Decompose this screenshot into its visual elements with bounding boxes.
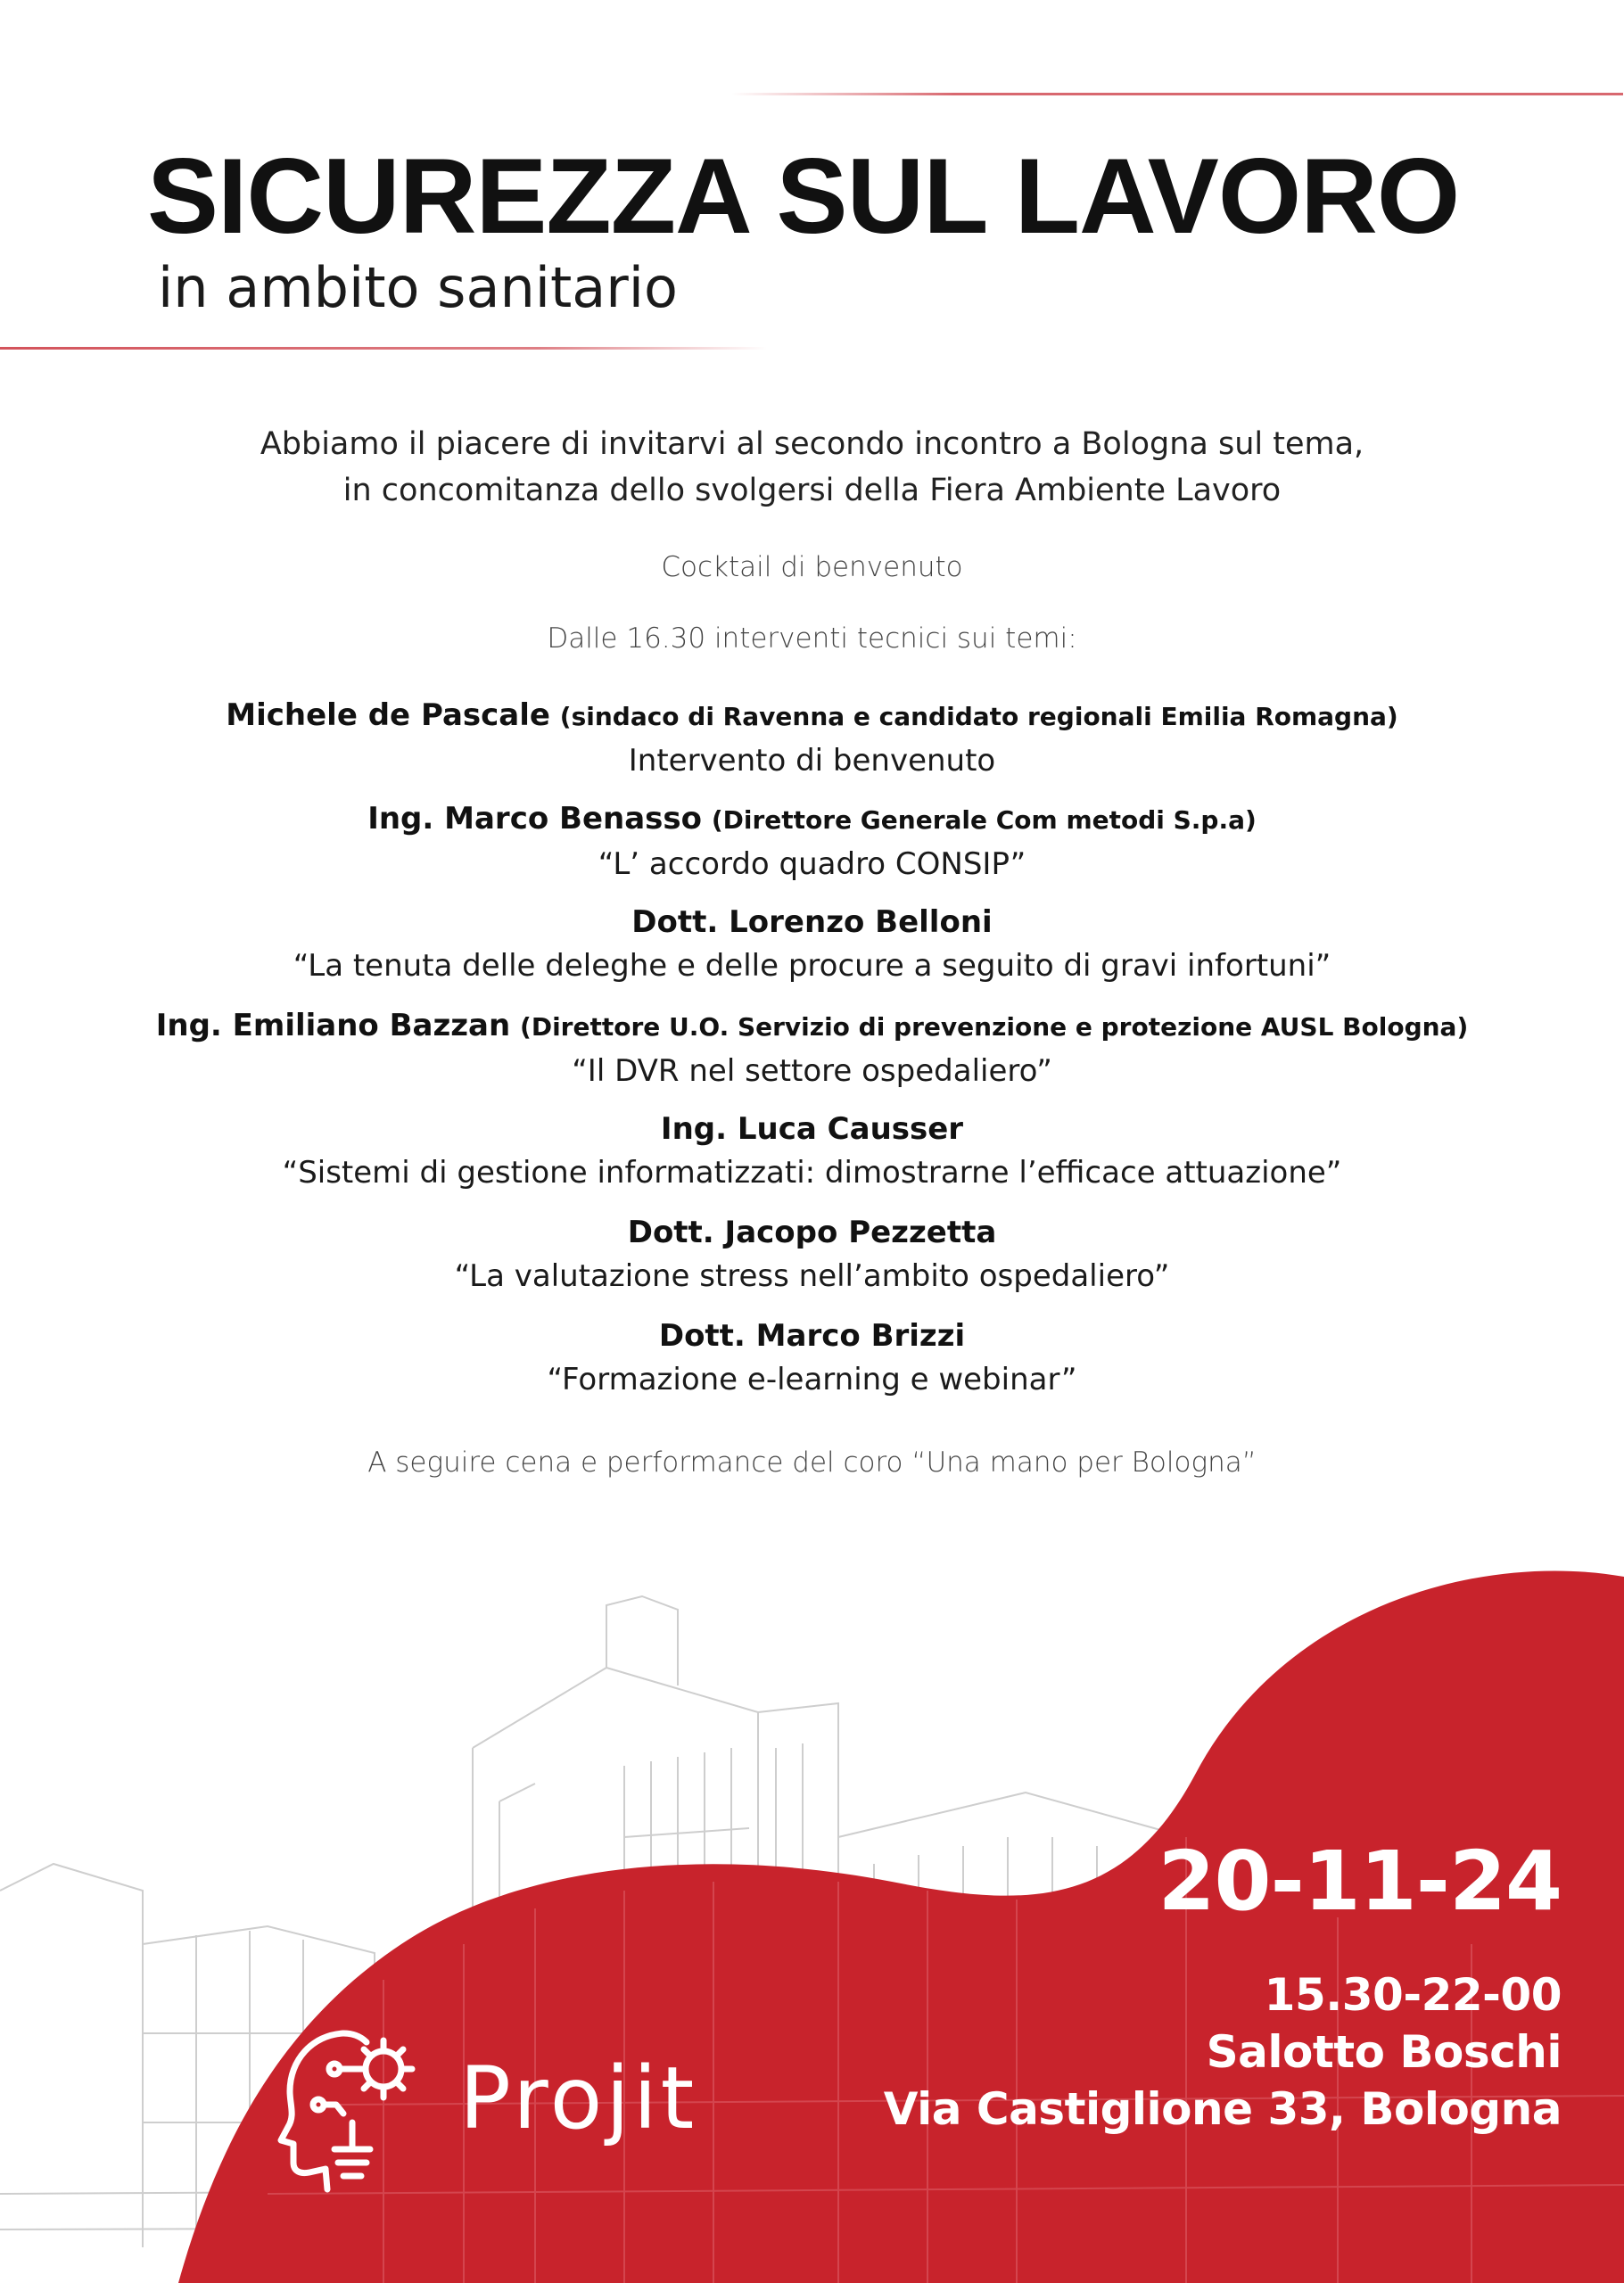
intro-line-2: in concomitanza dello svolgersi della Fiera Ambiente Lavoro bbox=[342, 473, 1282, 508]
title-divider bbox=[0, 347, 767, 350]
speaker-talk: “Formazione e-learning e webinar” bbox=[547, 1362, 1077, 1397]
page-subtitle: in ambito sanitario bbox=[158, 255, 678, 320]
talks-intro-line: Dalle 16.30 interventi tecnici sui temi: bbox=[547, 622, 1077, 655]
speaker-talk: “Il DVR nel settore ospedaliero” bbox=[572, 1053, 1052, 1089]
speakers-list bbox=[0, 692, 1624, 1416]
event-date: 20-11-24 bbox=[1158, 1834, 1562, 1929]
speaker-name: Dott. Marco Brizzi bbox=[658, 1318, 966, 1354]
speaker-talk: “La valutazione stress nell’ambito ospedaliero” bbox=[454, 1258, 1170, 1294]
speaker-talk: “L’ accordo quadro CONSIP” bbox=[598, 846, 1026, 882]
projit-logo bbox=[272, 2015, 789, 2194]
speaker-item bbox=[0, 1313, 1624, 1416]
speaker-name: Dott. Jacopo Pezzetta bbox=[627, 1215, 997, 1250]
page-title: SICUREZZA SUL LAVORO bbox=[147, 136, 1460, 256]
speaker-name: Ing. Luca Causser bbox=[660, 1111, 964, 1147]
speaker-talk: Intervento di benvenuto bbox=[628, 743, 996, 779]
closing-line: A seguire cena e performance del coro “Una mano per Bologna” bbox=[367, 1446, 1257, 1479]
speaker-talk: “Sistemi di gestione informatizzati: dimostrarne l’efficace attuazione” bbox=[282, 1155, 1342, 1191]
head-gear-icon bbox=[272, 2015, 450, 2194]
speaker-name: Ing. Emiliano Bazzan bbox=[155, 1008, 511, 1043]
top-divider bbox=[731, 93, 1623, 95]
intro-text bbox=[0, 421, 1624, 514]
speaker-talk: “La tenuta delle deleghe e delle procure a seguito di gravi infortuni” bbox=[293, 948, 1331, 984]
speaker-role: (Direttore Generale Com metodi S.p.a) bbox=[711, 805, 1257, 835]
speaker-role: (sindaco di Ravenna e candidato regionali Emilia Romagna) bbox=[559, 702, 1398, 731]
speaker-item bbox=[0, 1106, 1624, 1209]
event-info bbox=[884, 1966, 1562, 2138]
speaker-role: (Direttore U.O. Servizio di prevenzione e protezione AUSL Bologna) bbox=[520, 1012, 1469, 1042]
speaker-item bbox=[0, 899, 1624, 1002]
speaker-name: Ing. Marco Benasso bbox=[367, 801, 702, 837]
event-address: Via Castiglione 33, Bologna bbox=[883, 2083, 1562, 2135]
speaker-item bbox=[0, 1002, 1624, 1106]
logo-wordmark: Projit bbox=[459, 2048, 698, 2148]
speaker-name: Dott. Lorenzo Belloni bbox=[631, 904, 993, 940]
event-venue: Salotto Boschi bbox=[1206, 2026, 1562, 2078]
event-time: 15.30-22-00 bbox=[1264, 1969, 1562, 2021]
intro-line-1: Abbiamo il piacere di invitarvi al secondo incontro a Bologna sul tema, bbox=[260, 426, 1364, 462]
speaker-item bbox=[0, 795, 1624, 899]
speaker-item bbox=[0, 692, 1624, 795]
speaker-name: Michele de Pascale bbox=[226, 697, 550, 733]
cocktail-line: Cocktail di benvenuto bbox=[661, 551, 963, 583]
speaker-item bbox=[0, 1209, 1624, 1313]
